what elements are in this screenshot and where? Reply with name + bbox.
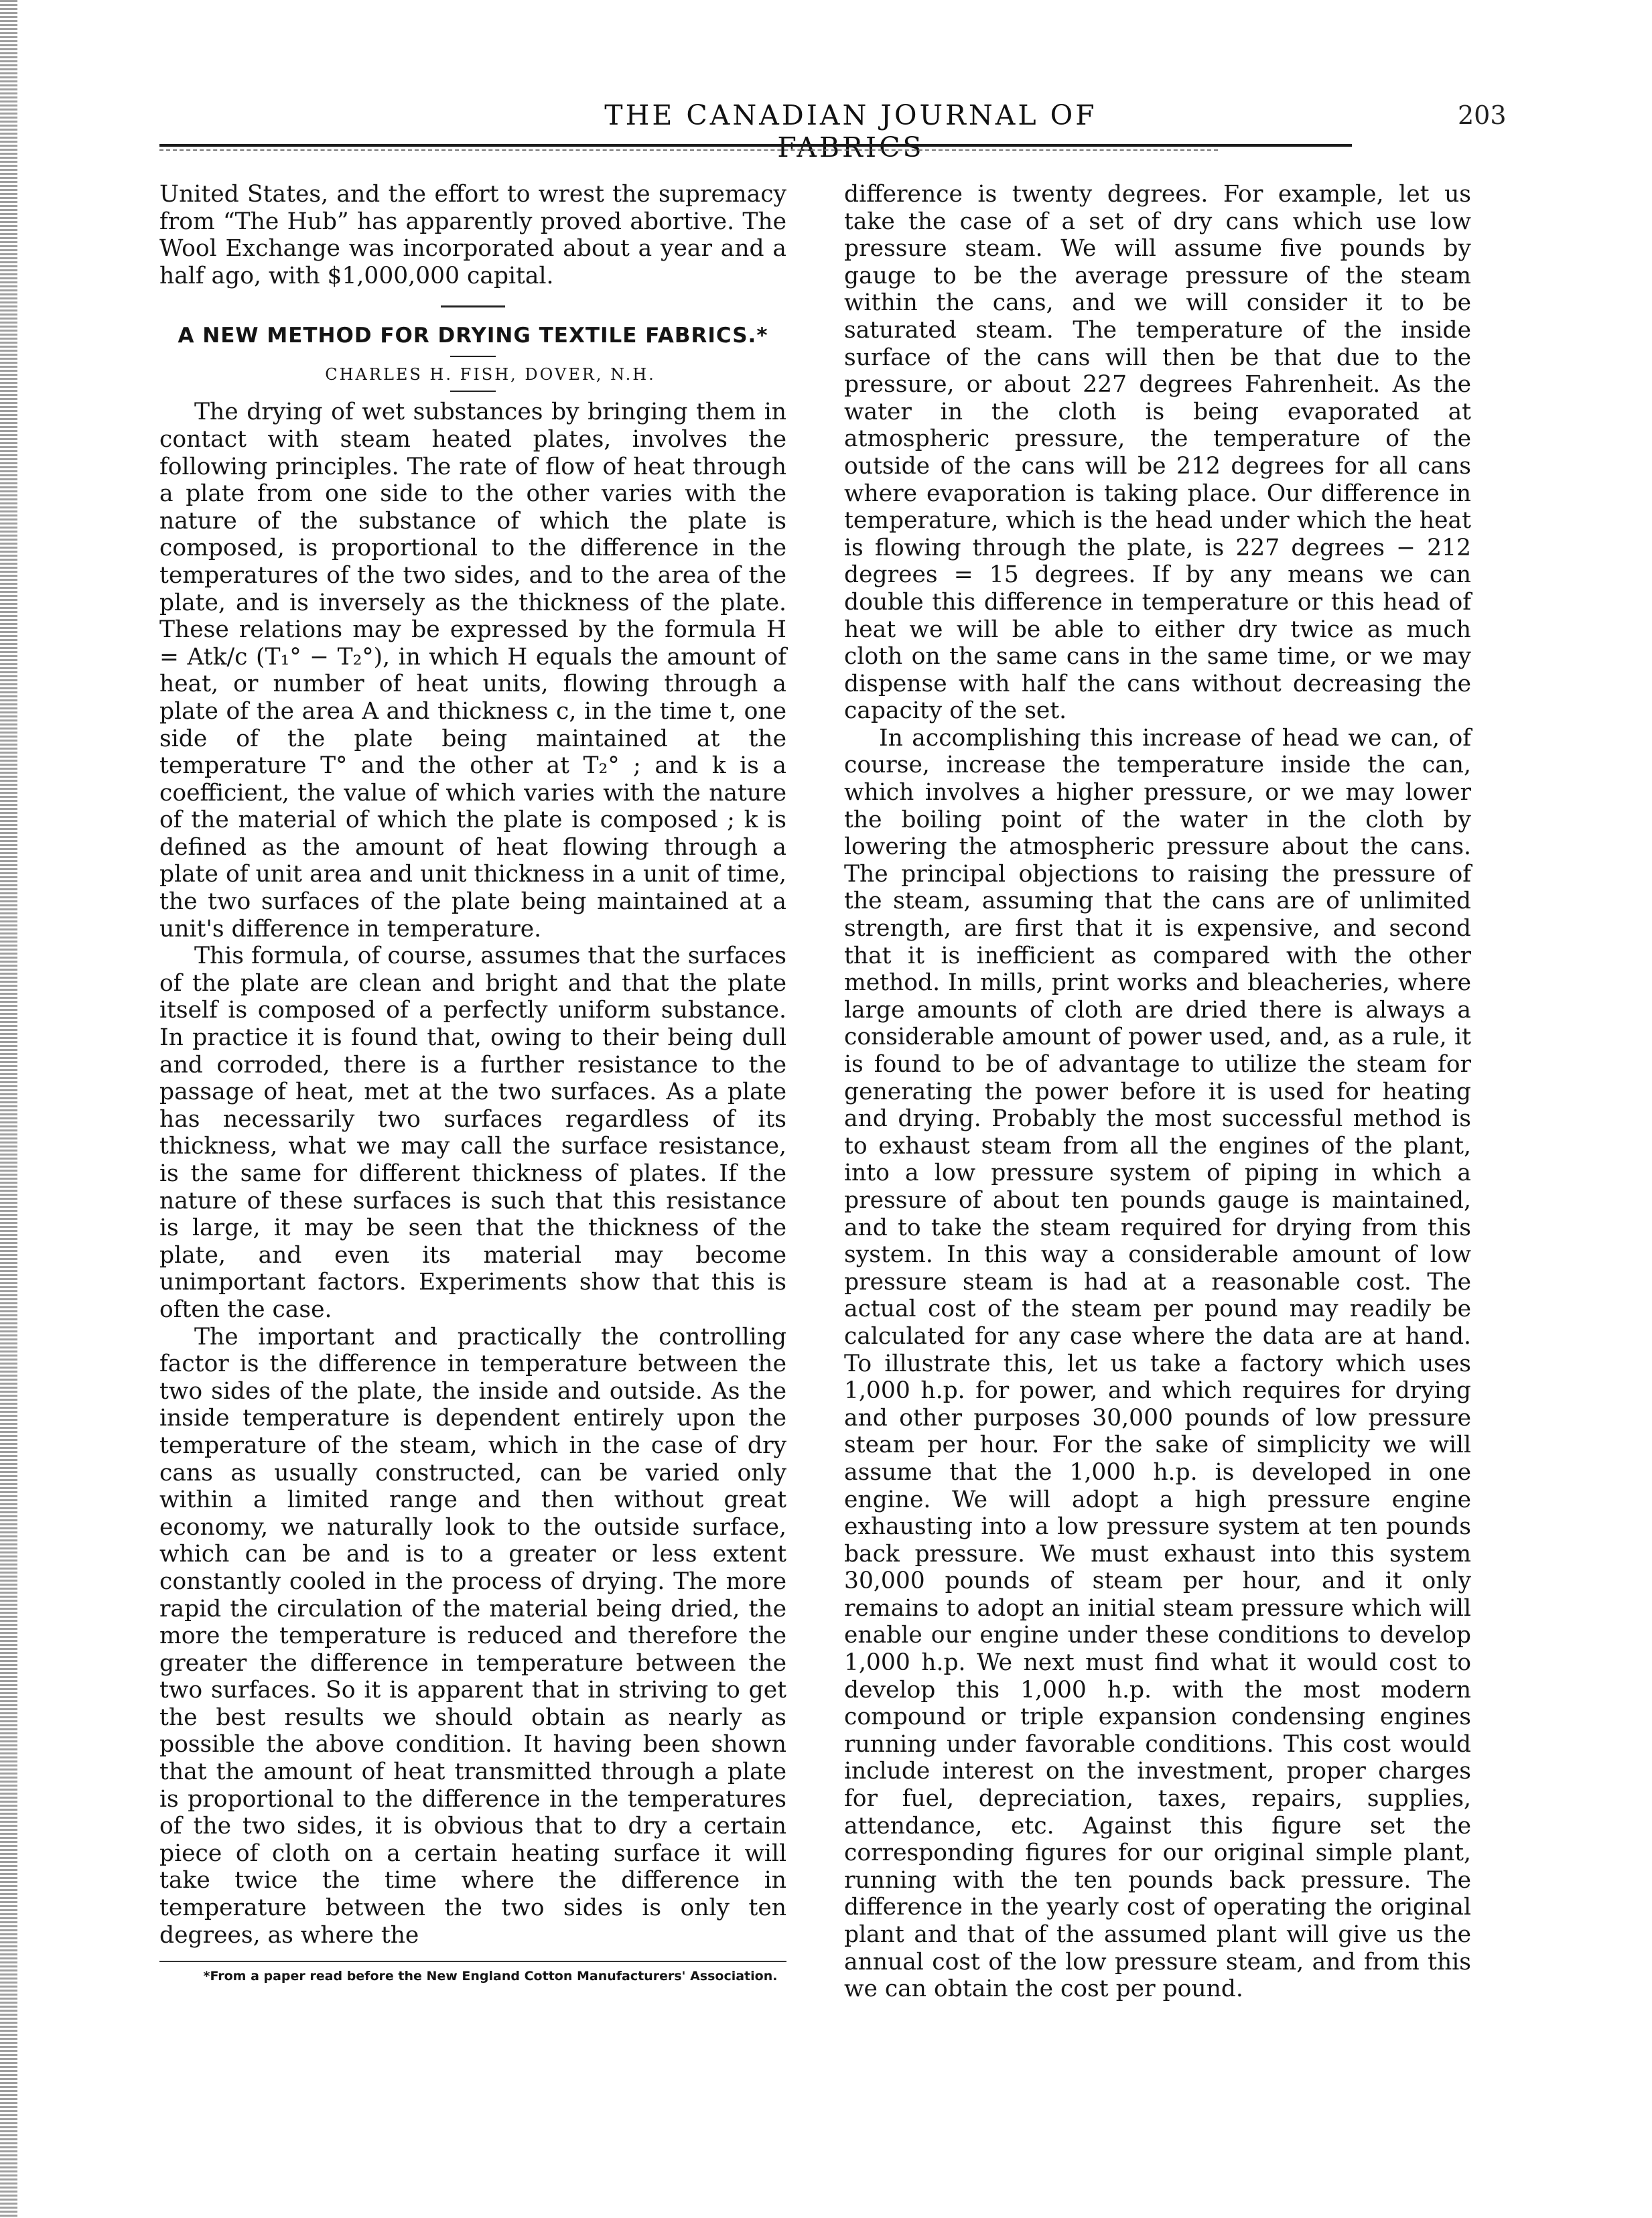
body-paragraph: The important and practically the controlling factor is the difference in temperature between the two sides of the plate, the inside and outside. As the inside temperature is dependent entirely upon the temperature of the steam, which in the case of dry cans as usually constructed, can be varied only within a limited range and then without great economy, we naturally look to the outside surface, which can be and is to a greater or less extent constantly cooled in the process of drying. The more rapid the circulation of the material being dried, the more the temperature is reduced and therefore the greater the difference in temperature between the two surfaces. So it is apparent that in striving to get the best results we should obtain as nearly as possible the above condition. It having been shown that the amount of heat transmitted through a plate is proportional to the difference in the temperatures of the two sides, it is obvious that to dry a certain piece of cloth on a certain heating surface it will take twice the time where the difference in temperature between the two sides is only ten degrees, as where the — [159, 1323, 786, 1949]
binding-edge — [0, 0, 17, 2218]
continuation-paragraph: United States, and the effort to wrest the supremacy from “The Hub” has apparently proved abortive. The Wool Exchange was incorporated about a year and a half ago, with $1,000,000 capital. — [159, 181, 786, 289]
body-paragraph: This formula, of course, assumes that the surfaces of the plate are clean and bright and that the plate itself is composed of a perfectly uniform substance. In practice it is found that, owing to their being dull and corroded, there is a further resistance to the passage of heat, met at the two surfaces. As a plate has necessarily two surfaces regardless of its thickness, what we may call the surface resistance, is the same for different thickness of plates. If the nature of these surfaces is such that this resistance is large, it may be seen that the thickness of the plate, and even its material may become unimportant factors. Experiments show that this is often the case. — [159, 943, 786, 1323]
section-divider — [441, 305, 505, 307]
page-number: 203 — [1458, 100, 1507, 130]
header-rule-secondary — [159, 149, 1218, 151]
body-paragraph: difference is twenty degrees. For example, let us take the case of a set of dry cans which use low pressure steam. We will assume five pounds by gauge to be the average pressure of the steam within the cans, and we will consider it to be saturated steam. The temperature of the inside surface of the cans will then be that due to the pressure, or about 227 degrees Fahrenheit. As the water in the cloth is being evaporated at atmospheric pressure, the temperature of the outside of the cans will be 212 degrees for all cans where evaporation is taking place. Our difference in temperature, which is the head under which the heat is flowing through the plate, is 227 degrees − 212 degrees = 15 degrees. If by any means we can double this difference in temperature or this head of heat we will be able to either dry twice as much cloth on the same cans in the same time, or we may dispense with half the cans without decreasing the capacity of the set. — [844, 181, 1471, 725]
left-column — [159, 181, 786, 1985]
footnote: *From a paper read before the New England Cotton Manufacturers' Association. — [203, 1969, 778, 1984]
right-column — [844, 181, 1471, 2003]
body-paragraph: The drying of wet substances by bringing them in contact with steam heated plates, involves the following principles. The rate of flow of heat through a plate from one side to the other varies with the nature of the substance of which the plate is composed, is proportional to the difference in the temperatures of the two sides, and to the area of the plate, and is inversely as the thickness of the plate. These relations may be expressed by the formula H = Atk/c (T₁° − T₂°), in which H equals the amount of heat, or number of heat units, flowing through a plate of the area A and thickness c, in the time t, one side of the plate being maintained at the temperature T° and the other at T₂° ; and k is a coefficient, the value of which varies with the nature of the material of which the plate is composed ; k is defined as the amount of heat flowing through a plate of unit area and unit thickness in a unit of time, the two surfaces of the plate being maintained at a unit's difference in temperature. — [159, 399, 786, 943]
body-paragraph: In accomplishing this increase of head we can, of course, increase the temperature inside the can, which involves a higher pressure, or we may lower the boiling point of the water in the cloth by lowering the atmospheric pressure about the cans. The principal objections to raising the pressure of the steam, assuming that the cans are of unlimited strength, are first that it is expensive, and second that it is inefficient as compared with the other method. In mills, print works and bleacheries, where large amounts of cloth are dried there is always a considerable amount of power used, and, as a rule, it is found to be of advantage to utilize the steam for generating the power before it is used for heating and drying. Probably the most successful method is to exhaust steam from all the engines of the plant, into a low pressure system of piping in which a pressure of about ten pounds gauge is maintained, and to take the steam required for drying from this system. In this way a considerable amount of low pressure steam is had at a reasonable cost. The actual cost of the steam per pound may readily be calculated for any case where the data are at hand. To illustrate this, let us take a factory which uses 1,000 h.p. for power, and which requires for drying and other purposes 30,000 pounds of low pressure steam per hour. For the sake of simplicity we will assume that the 1,000 h.p. is developed in one engine. We will adopt a high pressure engine exhausting into a low pressure system at ten pounds back pressure. We must exhaust into this system 30,000 pounds of steam per hour, and it only remains to adopt an initial steam pressure which will enable our engine under these conditions to develop 1,000 h.p. We next must find what it would cost to develop this 1,000 h.p. with the most modern compound or triple expansion condensing engines running under favorable conditions. This cost would include interest on the investment, proper charges for fuel, depreciation, taxes, repairs, supplies, attendance, etc. Against this figure set the corresponding figures for our original simple plant, running with the ten pounds back pressure. The difference in the yearly cost of operating the original plant and that of the assumed plant will give us the annual cost of the low pressure steam, and from this we can obtain the cost per pound. — [844, 724, 1471, 2003]
article-title: A NEW METHOD FOR DRYING TEXTILE FABRICS.* — [178, 324, 768, 348]
title-divider — [450, 356, 496, 357]
journal-title: THE CANADIAN JOURNAL OF FABRICS — [604, 99, 1097, 163]
header-rule — [159, 144, 1352, 147]
footnote-rule — [159, 1961, 786, 1962]
running-head — [0, 0, 1652, 161]
byline: CHARLES H. FISH, DOVER, N.H. — [325, 365, 656, 385]
byline-divider — [450, 391, 496, 392]
